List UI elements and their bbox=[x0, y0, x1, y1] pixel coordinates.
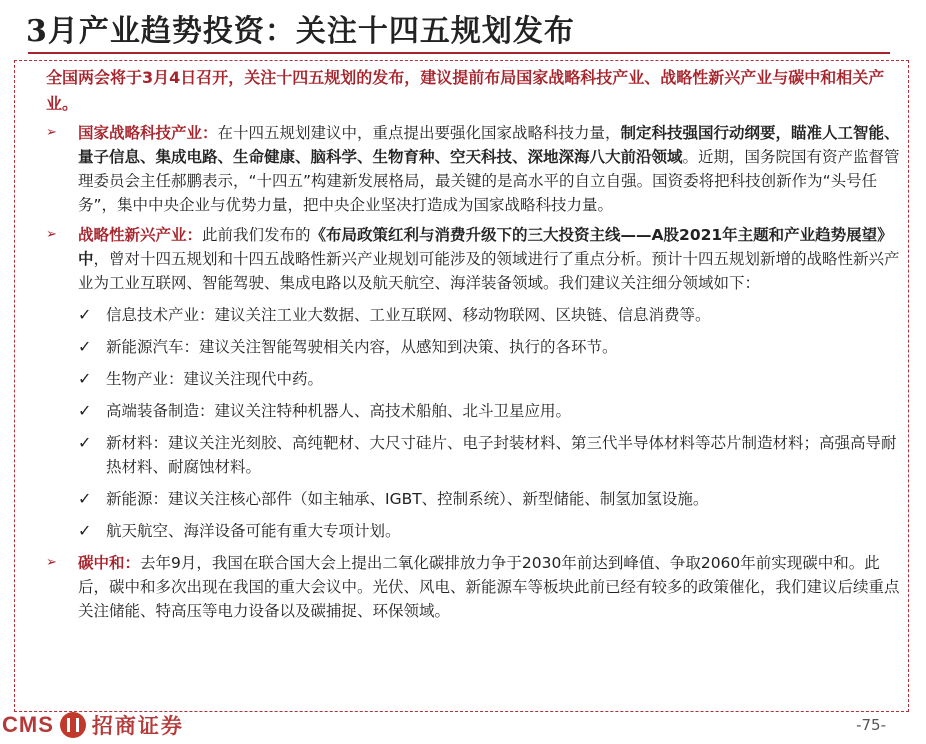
content-body bbox=[36, 65, 902, 623]
section-carbon-neutral bbox=[36, 551, 902, 623]
arrow-bullet-icon: ➢ bbox=[46, 227, 57, 242]
arrow-bullet-icon: ➢ bbox=[46, 125, 57, 140]
list-item bbox=[36, 431, 902, 479]
section-text: 。近期，国务院国有资产监督管理委员会主任郝鹏表示，“十四五”构建新发展格局，最关键的是高水平的自立自强。国资委将把科技创新作为“头号任务”，集中中央企业与优势力量，把中央企业坚决打造成为国家战略科技力量。 bbox=[78, 148, 900, 214]
section-text: 在十四五规划建议中，重点提出要强化国家战略科技力量， bbox=[217, 124, 621, 142]
company-logo bbox=[2, 709, 184, 741]
checkmark-icon: ✓ bbox=[78, 305, 92, 324]
title-divider bbox=[28, 52, 890, 54]
report-title-bold: 《布局政策红利与消费升级下的三大投资主线——A股2021年主题和产业趋势展望》中 bbox=[78, 226, 893, 268]
checkmark-icon: ✓ bbox=[78, 337, 92, 356]
section-text: ，曾对十四五规划和十四五战略性新兴产业规划可能涉及的领域进行了重点分析。预计十四五规划新增的战略性新兴产业为工业互联网、智能驾驶、集成电路以及航天航空、海洋装备领域。我们建议关注细分领域如下： bbox=[78, 250, 900, 292]
list-item-text: 新能源汽车：建议关注智能驾驶相关内容，从感知到决策、执行的各环节。 bbox=[106, 338, 618, 356]
section-emerging-industries bbox=[36, 223, 902, 295]
list-item-text: 生物产业：建议关注现代中药。 bbox=[106, 370, 324, 388]
section-heading: 碳中和： bbox=[78, 554, 141, 572]
list-item bbox=[36, 367, 902, 391]
arrow-bullet-icon: ➢ bbox=[46, 555, 57, 570]
list-item bbox=[36, 487, 902, 511]
section-heading: 战略性新兴产业： bbox=[78, 226, 203, 244]
page-number: -75- bbox=[856, 716, 886, 734]
checkmark-icon: ✓ bbox=[78, 521, 92, 540]
logo-text: CMS bbox=[2, 712, 54, 737]
section-bold-text: 制定科技强国行动纲要，瞄准人工智能、量子信息、集成电路、生命健康、脑科学、生物育种、空天科技、深地深海八大前沿领域 bbox=[78, 124, 900, 166]
list-item bbox=[36, 335, 902, 359]
list-item bbox=[36, 303, 902, 327]
list-item-text: 航天航空、海洋设备可能有重大专项计划。 bbox=[106, 522, 401, 540]
checkmark-icon: ✓ bbox=[78, 401, 92, 420]
checkmark-icon: ✓ bbox=[78, 369, 92, 388]
checkmark-icon: ✓ bbox=[78, 489, 92, 508]
section-strategic-tech bbox=[36, 121, 902, 217]
logo-mark-icon bbox=[60, 712, 86, 738]
checkmark-icon: ✓ bbox=[78, 433, 92, 452]
list-item-text: 信息技术产业：建议关注工业大数据、工业互联网、移动物联网、区块链、信息消费等。 bbox=[106, 306, 711, 324]
page-title: 3月产业趋势投资：关注十四五规划发布 bbox=[26, 14, 575, 49]
list-item bbox=[36, 399, 902, 423]
intro-paragraph: 全国两会将于3月4日召开，关注十四五规划的发布，建议提前布局国家战略科技产业、战略性新兴产业与碳中和相关产业。 bbox=[46, 68, 885, 113]
section-text: 此前我们发布的 bbox=[202, 226, 311, 244]
list-item-text: 新能源：建议关注核心部件（如主轴承、IGBT、控制系统）、新型储能、制氢加氢设施。 bbox=[106, 490, 709, 508]
list-item-text: 新材料：建议关注光刻胶、高纯靶材、大尺寸硅片、电子封装材料、第三代半导体材料等芯片制造材料；高强高导耐热材料、耐腐蚀材料。 bbox=[106, 434, 897, 476]
section-heading: 国家战略科技产业： bbox=[78, 124, 218, 142]
list-item bbox=[36, 519, 902, 543]
section-text: 去年9月，我国在联合国大会上提出二氧化碳排放力争于2030年前达到峰值、争取2060年前实现碳中和。此后，碳中和多次出现在我国的重大会议中。光伏、风电、新能源车等板块此前已经有较多的政策催化，我们建议后续重点关注储能、特高压等电力设备以及碳捕捉、环保领域。 bbox=[78, 554, 900, 620]
list-item-text: 高端装备制造：建议关注特种机器人、高技术船舶、北斗卫星应用。 bbox=[106, 402, 572, 420]
company-name: 招商证券 bbox=[91, 713, 184, 738]
